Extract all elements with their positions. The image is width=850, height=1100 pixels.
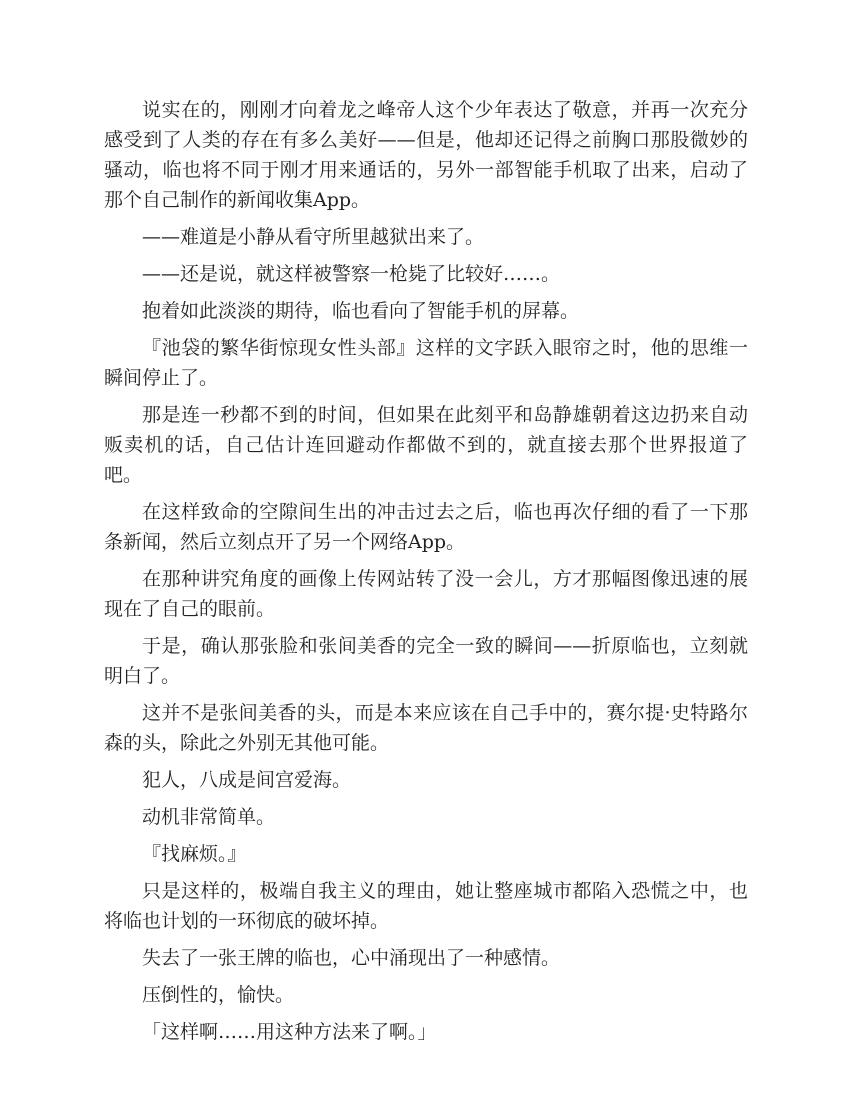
paragraph: 犯人，八成是间宫爱海。 xyxy=(142,769,352,791)
paragraph: 在那种讲究角度的画像上传网站转了没一会儿，方才那幅图像迅速的展现在了自己的眼前。 xyxy=(104,568,748,620)
paragraph: 在这样致命的空隙间生出的冲击过去之后，临也再次仔细的看了一下那条新闻，然后立刻点开了另一个网络App。 xyxy=(104,501,748,553)
paragraph: 这并不是张间美香的头，而是本来应该在自己手中的，赛尔提·史特路尔森的头，除此之外别无其他可能。 xyxy=(104,702,748,754)
paragraph: 失去了一张王牌的临也，心中涌现出了一种感情。 xyxy=(142,947,561,969)
paragraph: 那是连一秒都不到的时间，但如果在此刻平和岛静雄朝着这边扔来自动贩卖机的话，自己估计连回避动作都做不到的，就直接去那个世界报道了吧。 xyxy=(104,404,748,486)
document-body xyxy=(104,95,748,1054)
paragraph: 动机非常简单。 xyxy=(142,806,276,828)
paragraph: 于是，确认那张脸和张间美香的完全一致的瞬间——折原临也，立刻就明白了。 xyxy=(104,635,748,687)
paragraph: 说实在的，刚刚才向着龙之峰帝人这个少年表达了敬意，并再一次充分感受到了人类的存在有多么美好——但是，他却还记得之前胸口那股微妙的骚动，临也将不同于刚才用来通话的，另外一部智能手机取了出来，启动了那个自己制作的新闻收集App。 xyxy=(104,99,748,211)
paragraph: 只是这样的，极端自我主义的理由，她让整座城市都陷入恐慌之中，也将临也计划的一环彻底的破坏掉。 xyxy=(104,880,748,932)
paragraph: 『找麻烦。』 xyxy=(142,843,247,865)
paragraph: 压倒性的，愉快。 xyxy=(142,984,295,1006)
paragraph: 抱着如此淡淡的期待，临也看向了智能手机的屏幕。 xyxy=(142,300,580,322)
paragraph: 『池袋的繁华街惊现女性头部』这样的文字跃入眼帘之时，他的思维一瞬间停止了。 xyxy=(104,337,748,389)
paragraph: 「这样啊……用这种方法来了啊。」 xyxy=(142,1021,437,1043)
paragraph: ——难道是小静从看守所里越狱出来了。 xyxy=(142,226,485,248)
paragraph: ——还是说，就这样被警察一枪毙了比较好……。 xyxy=(142,263,561,285)
